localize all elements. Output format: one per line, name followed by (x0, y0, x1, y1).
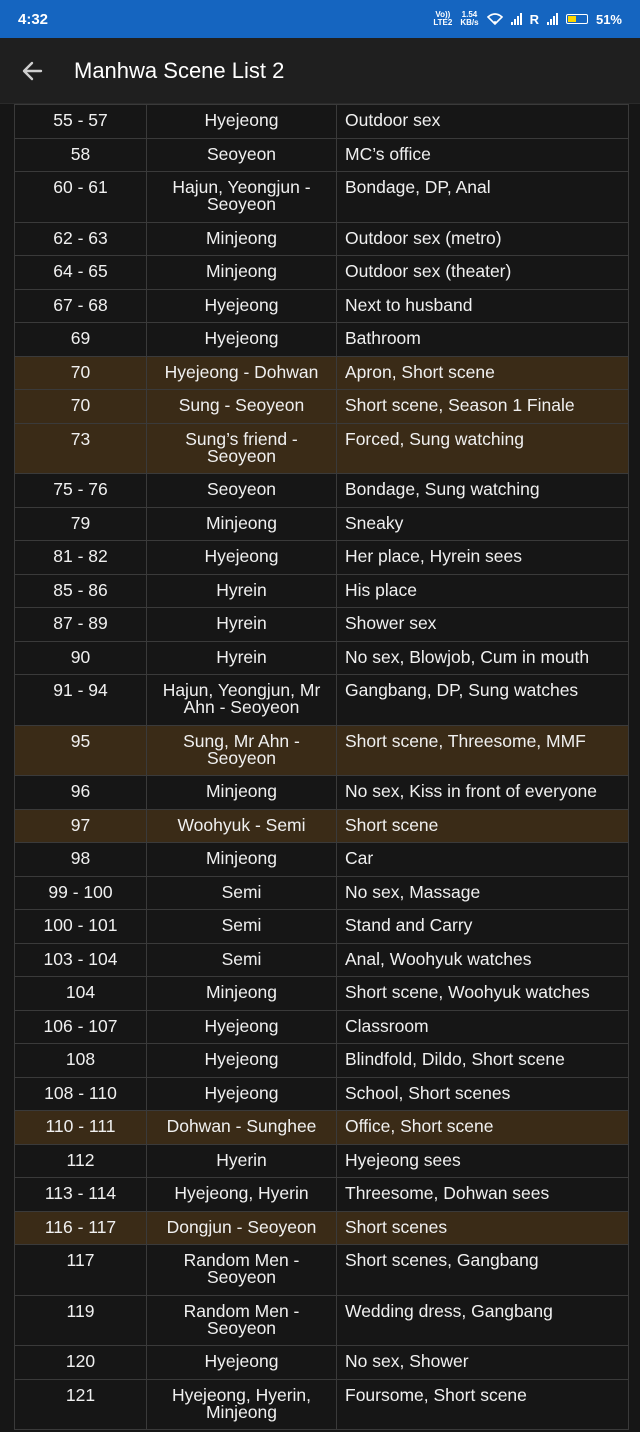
chapter-cell: 106 - 107 (15, 1010, 147, 1044)
table-row (15, 1077, 629, 1111)
chapter-cell: 64 - 65 (15, 256, 147, 290)
characters-cell: Hajun, Yeongjun - Seoyeon (147, 172, 337, 223)
table-row (15, 222, 629, 256)
chapter-cell: 119 (15, 1295, 147, 1346)
characters-cell: Hyrein (147, 641, 337, 675)
table-row (15, 474, 629, 508)
characters-cell: Semi (147, 943, 337, 977)
table-row (15, 356, 629, 390)
table-row (15, 943, 629, 977)
table-row (15, 323, 629, 357)
chapter-cell: 70 (15, 390, 147, 424)
table-row (15, 876, 629, 910)
notes-cell: No sex, Blowjob, Cum in mouth (337, 641, 629, 675)
notes-cell: Outdoor sex (metro) (337, 222, 629, 256)
table-row (15, 809, 629, 843)
chapter-cell: 116 - 117 (15, 1211, 147, 1245)
characters-cell: Hyejeong, Hyerin, Minjeong (147, 1379, 337, 1430)
notes-cell: MC’s office (337, 138, 629, 172)
chapter-cell: 99 - 100 (15, 876, 147, 910)
notes-cell: Sneaky (337, 507, 629, 541)
network-speed (460, 11, 478, 27)
table-row (15, 1379, 629, 1430)
notes-cell: Bondage, DP, Anal (337, 172, 629, 223)
characters-cell: Hyejeong - Dohwan (147, 356, 337, 390)
speed-unit: KB/s (460, 18, 479, 27)
notes-cell: No sex, Kiss in front of everyone (337, 776, 629, 810)
table-row (15, 641, 629, 675)
chapter-cell: 97 (15, 809, 147, 843)
notes-cell: Wedding dress, Gangbang (337, 1295, 629, 1346)
table-row (15, 105, 629, 139)
characters-cell: Seoyeon (147, 138, 337, 172)
characters-cell: Sung’s friend - Seoyeon (147, 423, 337, 474)
table-row (15, 541, 629, 575)
chapter-cell: 81 - 82 (15, 541, 147, 575)
table-row (15, 1178, 629, 1212)
chapter-cell: 91 - 94 (15, 675, 147, 726)
notes-cell: Short scene (337, 809, 629, 843)
notes-cell: School, Short scenes (337, 1077, 629, 1111)
characters-cell: Seoyeon (147, 474, 337, 508)
status-icons (433, 11, 622, 27)
status-bar (0, 0, 640, 38)
characters-cell: Hyejeong (147, 323, 337, 357)
status-time: 4:32 (18, 10, 49, 28)
table-row (15, 390, 629, 424)
volte-top: Vo)) (435, 10, 451, 19)
table-row (15, 1111, 629, 1145)
characters-cell: Hyejeong (147, 1346, 337, 1380)
app-bar (0, 38, 640, 104)
notes-cell: Classroom (337, 1010, 629, 1044)
notes-cell: Anal, Woohyuk watches (337, 943, 629, 977)
signal-icon (511, 13, 522, 25)
chapter-cell: 98 (15, 843, 147, 877)
scene-table-container[interactable] (14, 104, 628, 1430)
table-row (15, 843, 629, 877)
table-row (15, 1211, 629, 1245)
table-row (15, 423, 629, 474)
chapter-cell: 110 - 111 (15, 1111, 147, 1145)
notes-cell: Short scenes (337, 1211, 629, 1245)
battery-percent: 51% (595, 11, 622, 27)
characters-cell: Woohyuk - Semi (147, 809, 337, 843)
chapter-cell: 103 - 104 (15, 943, 147, 977)
notes-cell: Next to husband (337, 289, 629, 323)
back-arrow-icon (21, 60, 43, 82)
characters-cell: Semi (147, 876, 337, 910)
notes-cell: Bondage, Sung watching (337, 474, 629, 508)
chapter-cell: 113 - 114 (15, 1178, 147, 1212)
characters-cell: Hyejeong (147, 1044, 337, 1078)
table-row (15, 776, 629, 810)
notes-cell: Blindfold, Dildo, Short scene (337, 1044, 629, 1078)
notes-cell: No sex, Massage (337, 876, 629, 910)
chapter-cell: 62 - 63 (15, 222, 147, 256)
notes-cell: Stand and Carry (337, 910, 629, 944)
chapter-cell: 90 (15, 641, 147, 675)
characters-cell: Sung, Mr Ahn - Seoyeon (147, 725, 337, 776)
notes-cell: Foursome, Short scene (337, 1379, 629, 1430)
chapter-cell: 87 - 89 (15, 608, 147, 642)
table-row (15, 977, 629, 1011)
chapter-cell: 108 (15, 1044, 147, 1078)
back-button[interactable] (0, 38, 64, 104)
table-row (15, 1295, 629, 1346)
notes-cell: Short scene, Season 1 Finale (337, 390, 629, 424)
chapter-cell: 58 (15, 138, 147, 172)
notes-cell: Shower sex (337, 608, 629, 642)
volte-bottom: LTE2 (433, 18, 453, 27)
table-row (15, 1346, 629, 1380)
scene-table (14, 104, 629, 1430)
characters-cell: Minjeong (147, 222, 337, 256)
characters-cell: Minjeong (147, 776, 337, 810)
characters-cell: Hyejeong (147, 541, 337, 575)
table-row (15, 1245, 629, 1296)
chapter-cell: 104 (15, 977, 147, 1011)
characters-cell: Hyrein (147, 608, 337, 642)
table-row (15, 725, 629, 776)
wifi-icon (487, 13, 503, 25)
signal-icon-2 (547, 13, 558, 25)
chapter-cell: 69 (15, 323, 147, 357)
chapter-cell: 67 - 68 (15, 289, 147, 323)
notes-cell: Outdoor sex (theater) (337, 256, 629, 290)
chapter-cell: 96 (15, 776, 147, 810)
notes-cell: Gangbang, DP, Sung watches (337, 675, 629, 726)
notes-cell: Outdoor sex (337, 105, 629, 139)
table-row (15, 1010, 629, 1044)
speed-value: 1.54 (461, 10, 478, 19)
volte-indicator (433, 11, 452, 27)
chapter-cell: 112 (15, 1144, 147, 1178)
chapter-cell: 60 - 61 (15, 172, 147, 223)
table-row (15, 1044, 629, 1078)
characters-cell: Minjeong (147, 256, 337, 290)
battery-icon (566, 14, 588, 24)
table-row (15, 138, 629, 172)
notes-cell: Her place, Hyrein sees (337, 541, 629, 575)
notes-cell: Apron, Short scene (337, 356, 629, 390)
table-row (15, 910, 629, 944)
characters-cell: Minjeong (147, 507, 337, 541)
chapter-cell: 121 (15, 1379, 147, 1430)
characters-cell: Dohwan - Sunghee (147, 1111, 337, 1145)
characters-cell: Hyejeong (147, 1077, 337, 1111)
chapter-cell: 79 (15, 507, 147, 541)
page-title: Manhwa Scene List 2 (74, 57, 285, 83)
table-row (15, 256, 629, 290)
table-row (15, 289, 629, 323)
chapter-cell: 55 - 57 (15, 105, 147, 139)
notes-cell: Bathroom (337, 323, 629, 357)
table-row (15, 172, 629, 223)
chapter-cell: 73 (15, 423, 147, 474)
notes-cell: Forced, Sung watching (337, 423, 629, 474)
roaming-indicator: R (529, 11, 539, 27)
characters-cell: Hyrein (147, 574, 337, 608)
notes-cell: Short scene, Threesome, MMF (337, 725, 629, 776)
characters-cell: Dongjun - Seoyeon (147, 1211, 337, 1245)
chapter-cell: 85 - 86 (15, 574, 147, 608)
characters-cell: Minjeong (147, 977, 337, 1011)
characters-cell: Semi (147, 910, 337, 944)
characters-cell: Hyejeong (147, 289, 337, 323)
notes-cell: His place (337, 574, 629, 608)
chapter-cell: 108 - 110 (15, 1077, 147, 1111)
characters-cell: Hyejeong (147, 105, 337, 139)
notes-cell: Office, Short scene (337, 1111, 629, 1145)
table-row (15, 507, 629, 541)
characters-cell: Hyerin (147, 1144, 337, 1178)
characters-cell: Hyejeong, Hyerin (147, 1178, 337, 1212)
characters-cell: Random Men - Seoyeon (147, 1295, 337, 1346)
table-row (15, 574, 629, 608)
characters-cell: Hajun, Yeongjun, Mr Ahn - Seoyeon (147, 675, 337, 726)
characters-cell: Hyejeong (147, 1010, 337, 1044)
table-row (15, 675, 629, 726)
characters-cell: Sung - Seoyeon (147, 390, 337, 424)
notes-cell: Short scene, Woohyuk watches (337, 977, 629, 1011)
notes-cell: Car (337, 843, 629, 877)
characters-cell: Random Men - Seoyeon (147, 1245, 337, 1296)
notes-cell: Hyejeong sees (337, 1144, 629, 1178)
notes-cell: No sex, Shower (337, 1346, 629, 1380)
chapter-cell: 95 (15, 725, 147, 776)
table-row (15, 1144, 629, 1178)
notes-cell: Short scenes, Gangbang (337, 1245, 629, 1296)
characters-cell: Minjeong (147, 843, 337, 877)
chapter-cell: 100 - 101 (15, 910, 147, 944)
chapter-cell: 70 (15, 356, 147, 390)
chapter-cell: 75 - 76 (15, 474, 147, 508)
table-row (15, 608, 629, 642)
notes-cell: Threesome, Dohwan sees (337, 1178, 629, 1212)
chapter-cell: 117 (15, 1245, 147, 1296)
chapter-cell: 120 (15, 1346, 147, 1380)
